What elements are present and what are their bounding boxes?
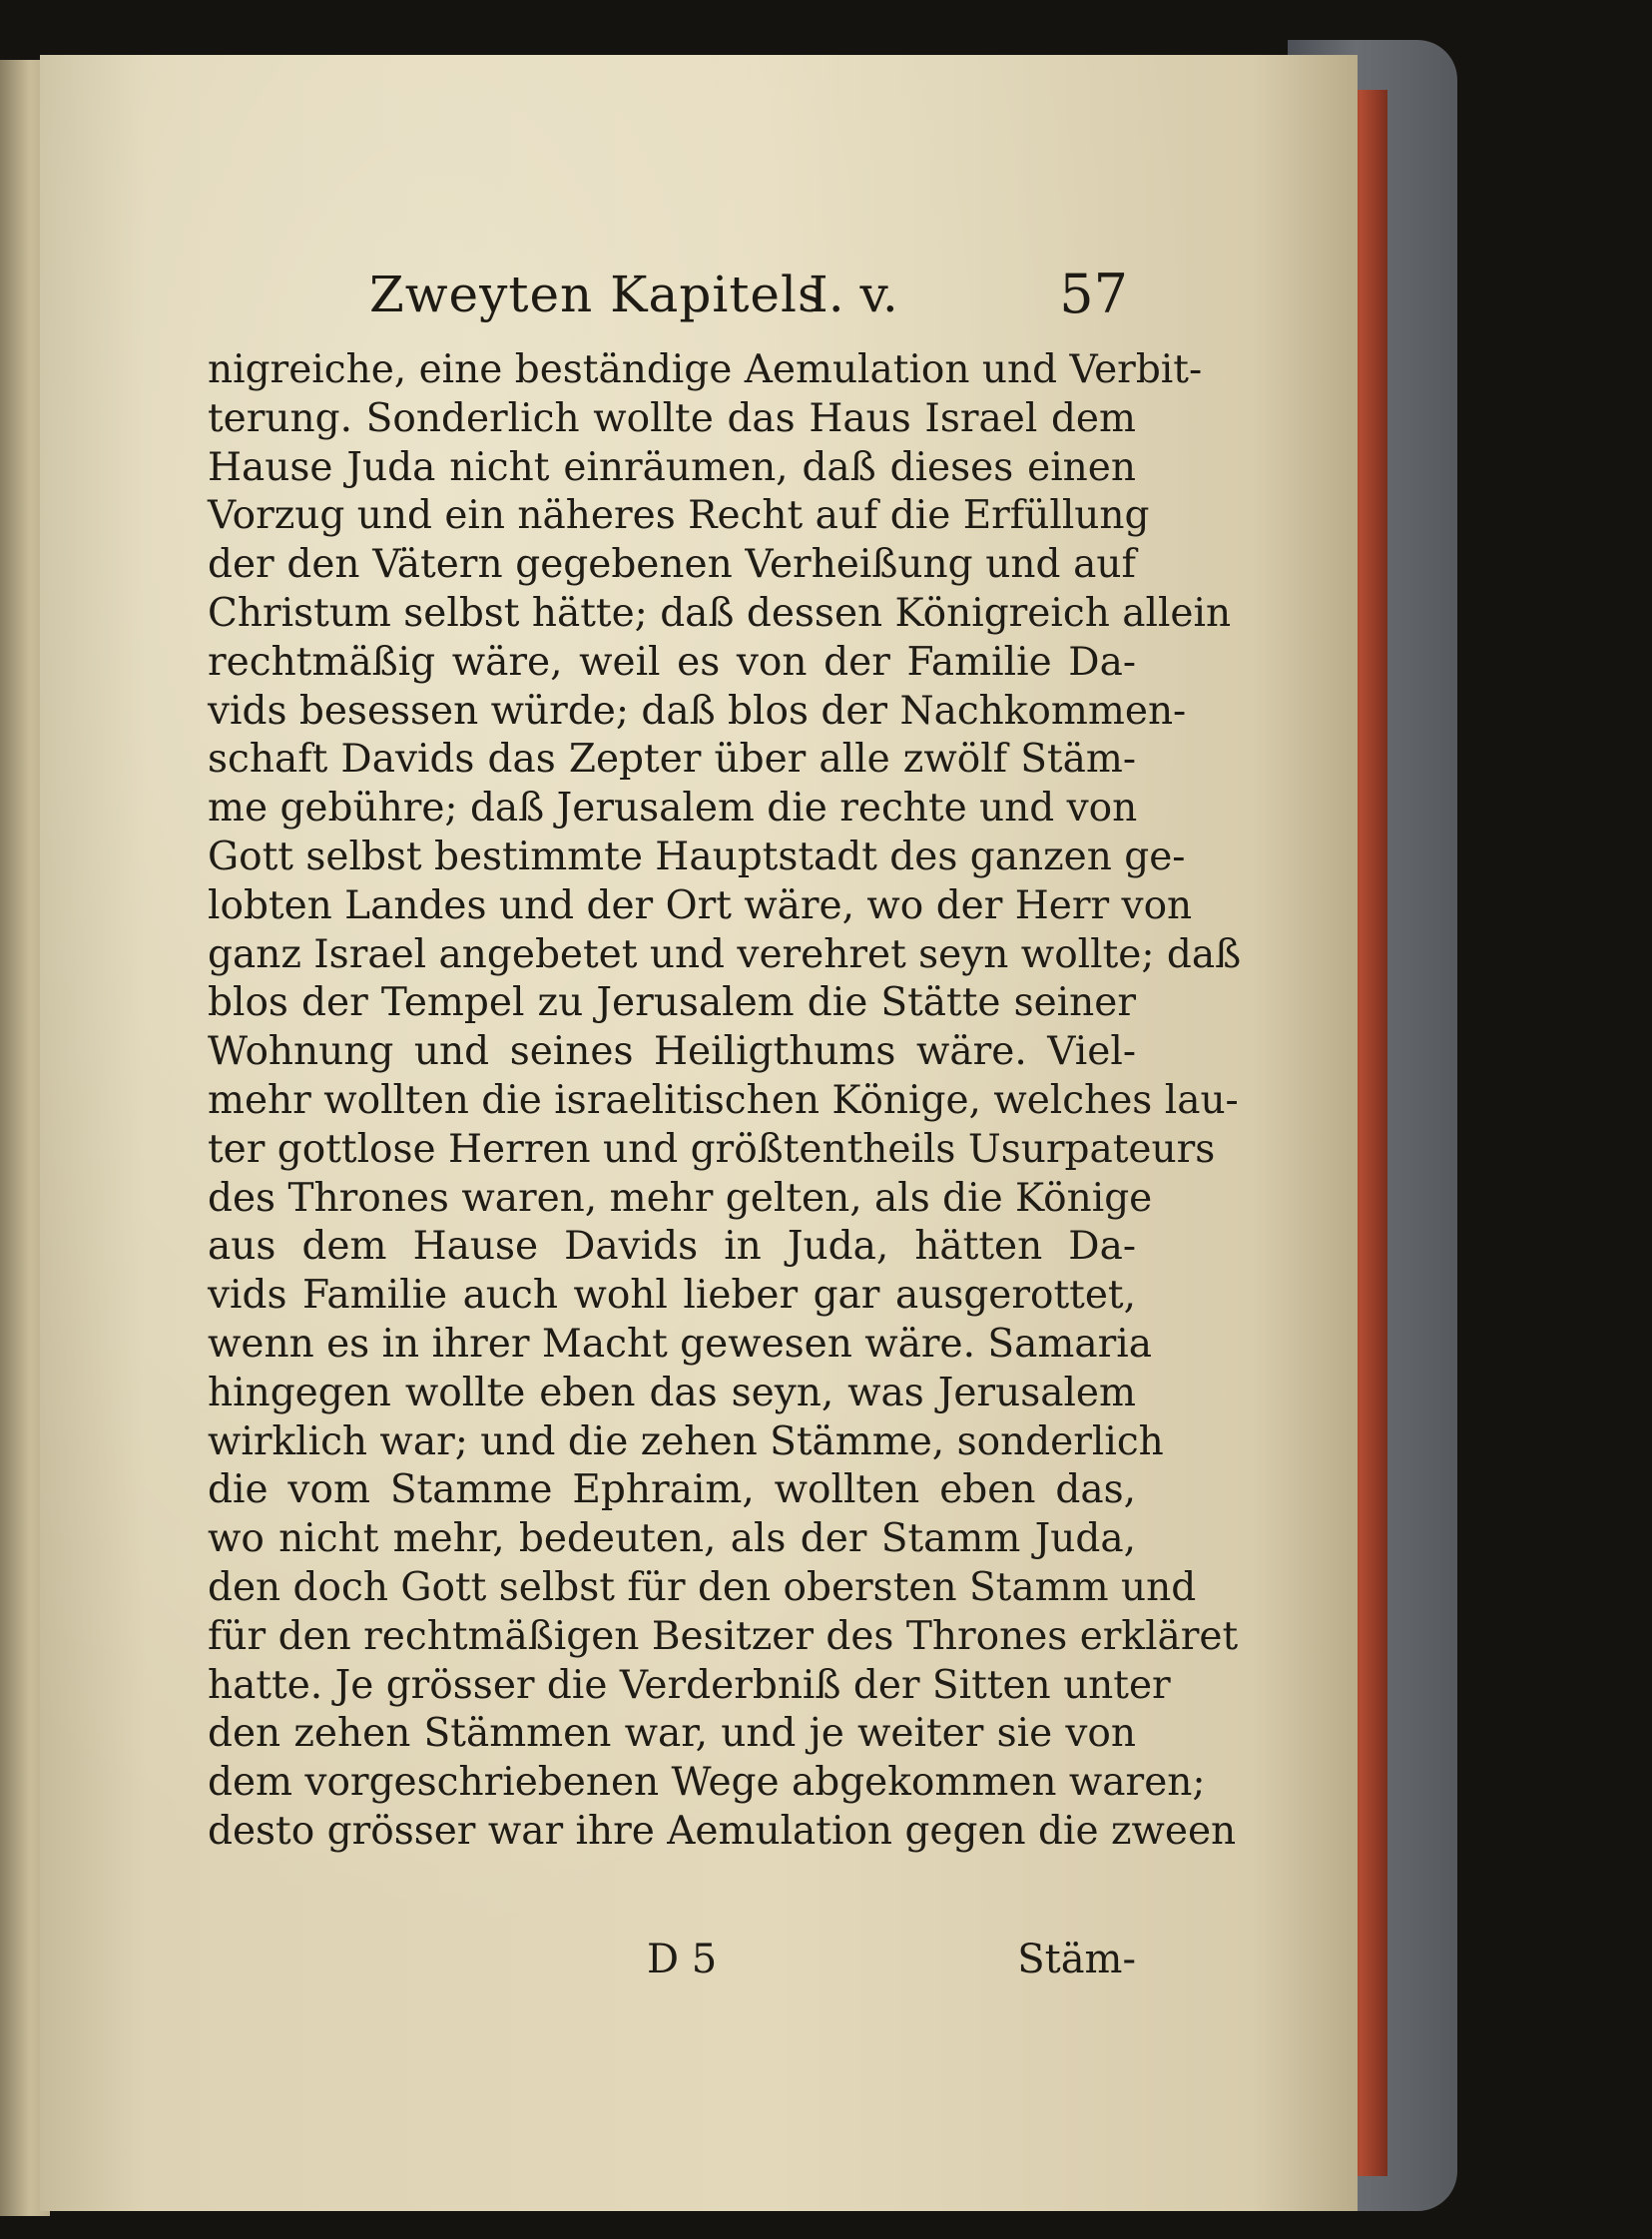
text-line: wirklich war; und die zehen Stämme, sonderlich [208,1418,1164,1464]
text-line: wo nicht mehr, bedeuten, als der Stamm Juda, [208,1516,1136,1562]
text-line: Wohnung und seines Heiligthums wäre. Viel- [208,1029,1136,1075]
text-line: blos der Tempel zu Jerusalem die Stätte seiner [208,980,1136,1026]
running-head [369,255,1128,334]
text-line: rechtmäßig wäre, weil es von der Familie Da- [208,639,1136,685]
page-footer [208,1930,1136,1989]
body-text [208,346,1242,1857]
text-line: mehr wollten die israelitischen Könige, welches lau- [208,1077,1239,1123]
text-line: die vom Stamme Ephraim, wollten eben das, [208,1467,1136,1513]
text-line: me gebühre; daß Jerusalem die rechte und von [208,786,1138,832]
text-line: wenn es in ihrer Macht gewesen wäre. Samaria [208,1321,1152,1367]
text-line: desto grösser war ihre Aemulation gegen die zween [208,1808,1237,1854]
text-line: ganz Israel angebetet und verehret seyn wollte; daß [208,931,1242,977]
text-line: aus dem Hause Davids in Juda, hätten Da- [208,1224,1136,1270]
text-line: Vorzug und ein näheres Recht auf die Erfüllung [208,493,1150,539]
signature-mark: D 5 [647,1937,718,1982]
text-line: den zehen Stämmen war, und je weiter sie von [208,1711,1136,1757]
text-line: des Thrones waren, mehr gelten, als die Könige [208,1175,1153,1221]
running-title: Zweyten Kapitels [369,266,825,323]
text-line: terung. Sonderlich wollte das Haus Israel dem [208,395,1136,441]
page-number: 57 [1059,263,1128,325]
text-line: vids besessen würde; daß blos der Nachkommen- [208,688,1187,734]
catchword: Stäm- [1017,1937,1136,1982]
text-line: für den rechtmäßigen Besitzer des Thrones erkläret [208,1613,1239,1659]
text-line: hatte. Je grösser die Verderbniß der Sitten unter [208,1662,1171,1708]
section-marker: I. v. [809,266,898,323]
text-line: der den Vätern gegebenen Verheißung und auf [208,542,1136,588]
text-line: hingegen wollte eben das seyn, was Jerusalem [208,1370,1136,1415]
book-page [40,55,1358,2211]
text-line: Hause Juda nicht einräumen, daß dieses einen [208,444,1136,490]
text-line: ter gottlose Herren und größtentheils Usurpateurs [208,1126,1216,1172]
text-line: dem vorgeschriebenen Wege abgekommen waren; [208,1760,1206,1806]
text-line: schaft Davids das Zepter über alle zwölf Stäm- [208,737,1136,783]
text-line: Christum selbst hätte; daß dessen Königreich allein [208,590,1232,636]
text-line: nigreiche, eine beständige Aemulation und Verbit- [208,347,1203,392]
text-line: Gott selbst bestimmte Hauptstadt des ganzen ge- [208,834,1186,879]
text-line: lobten Landes und der Ort wäre, wo der Herr von [208,882,1193,928]
text-line: vids Familie auch wohl lieber gar ausgerottet, [208,1273,1136,1319]
text-line: den doch Gott selbst für den obersten Stamm und [208,1564,1197,1610]
